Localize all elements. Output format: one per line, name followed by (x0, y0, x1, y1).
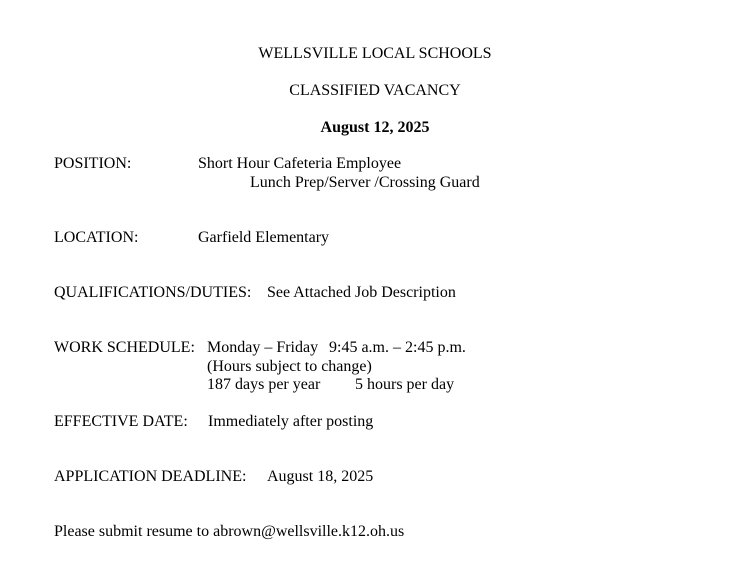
qualifications-label: QUALIFICATIONS/DUTIES: (54, 284, 252, 301)
position-value-line2: Lunch Prep/Server /Crossing Guard (250, 174, 480, 191)
submit-text: Please submit resume to (54, 523, 214, 540)
application-deadline-value: August 18, 2025 (267, 468, 374, 485)
position-value-line1: Short Hour Cafeteria Employee (198, 155, 402, 172)
work-schedule-hours: 9:45 a.m. – 2:45 p.m. (329, 339, 466, 356)
location-label: LOCATION: (54, 229, 139, 246)
posting-date: August 12, 2025 (320, 119, 430, 136)
work-schedule-label: WORK SCHEDULE: (54, 339, 195, 356)
document-title: CLASSIFIED VACANCY (289, 82, 461, 99)
submit-email: abrown@wellsville.k12.oh.us (213, 523, 405, 540)
application-deadline-label: APPLICATION DEADLINE: (54, 468, 247, 485)
work-schedule-days-per-year: 187 days per year (207, 376, 321, 393)
org-name: WELLSVILLE LOCAL SCHOOLS (258, 45, 492, 62)
effective-date-label: EFFECTIVE DATE: (54, 413, 188, 430)
location-value: Garfield Elementary (198, 229, 330, 246)
work-schedule-hours-per-day: 5 hours per day (355, 376, 455, 393)
work-schedule-days: Monday – Friday (207, 339, 319, 356)
work-schedule-note: (Hours subject to change) (207, 358, 372, 375)
effective-date-value: Immediately after posting (208, 413, 374, 430)
qualifications-value: See Attached Job Description (267, 284, 456, 301)
position-label: POSITION: (54, 155, 132, 172)
submit-instructions (54, 522, 404, 541)
